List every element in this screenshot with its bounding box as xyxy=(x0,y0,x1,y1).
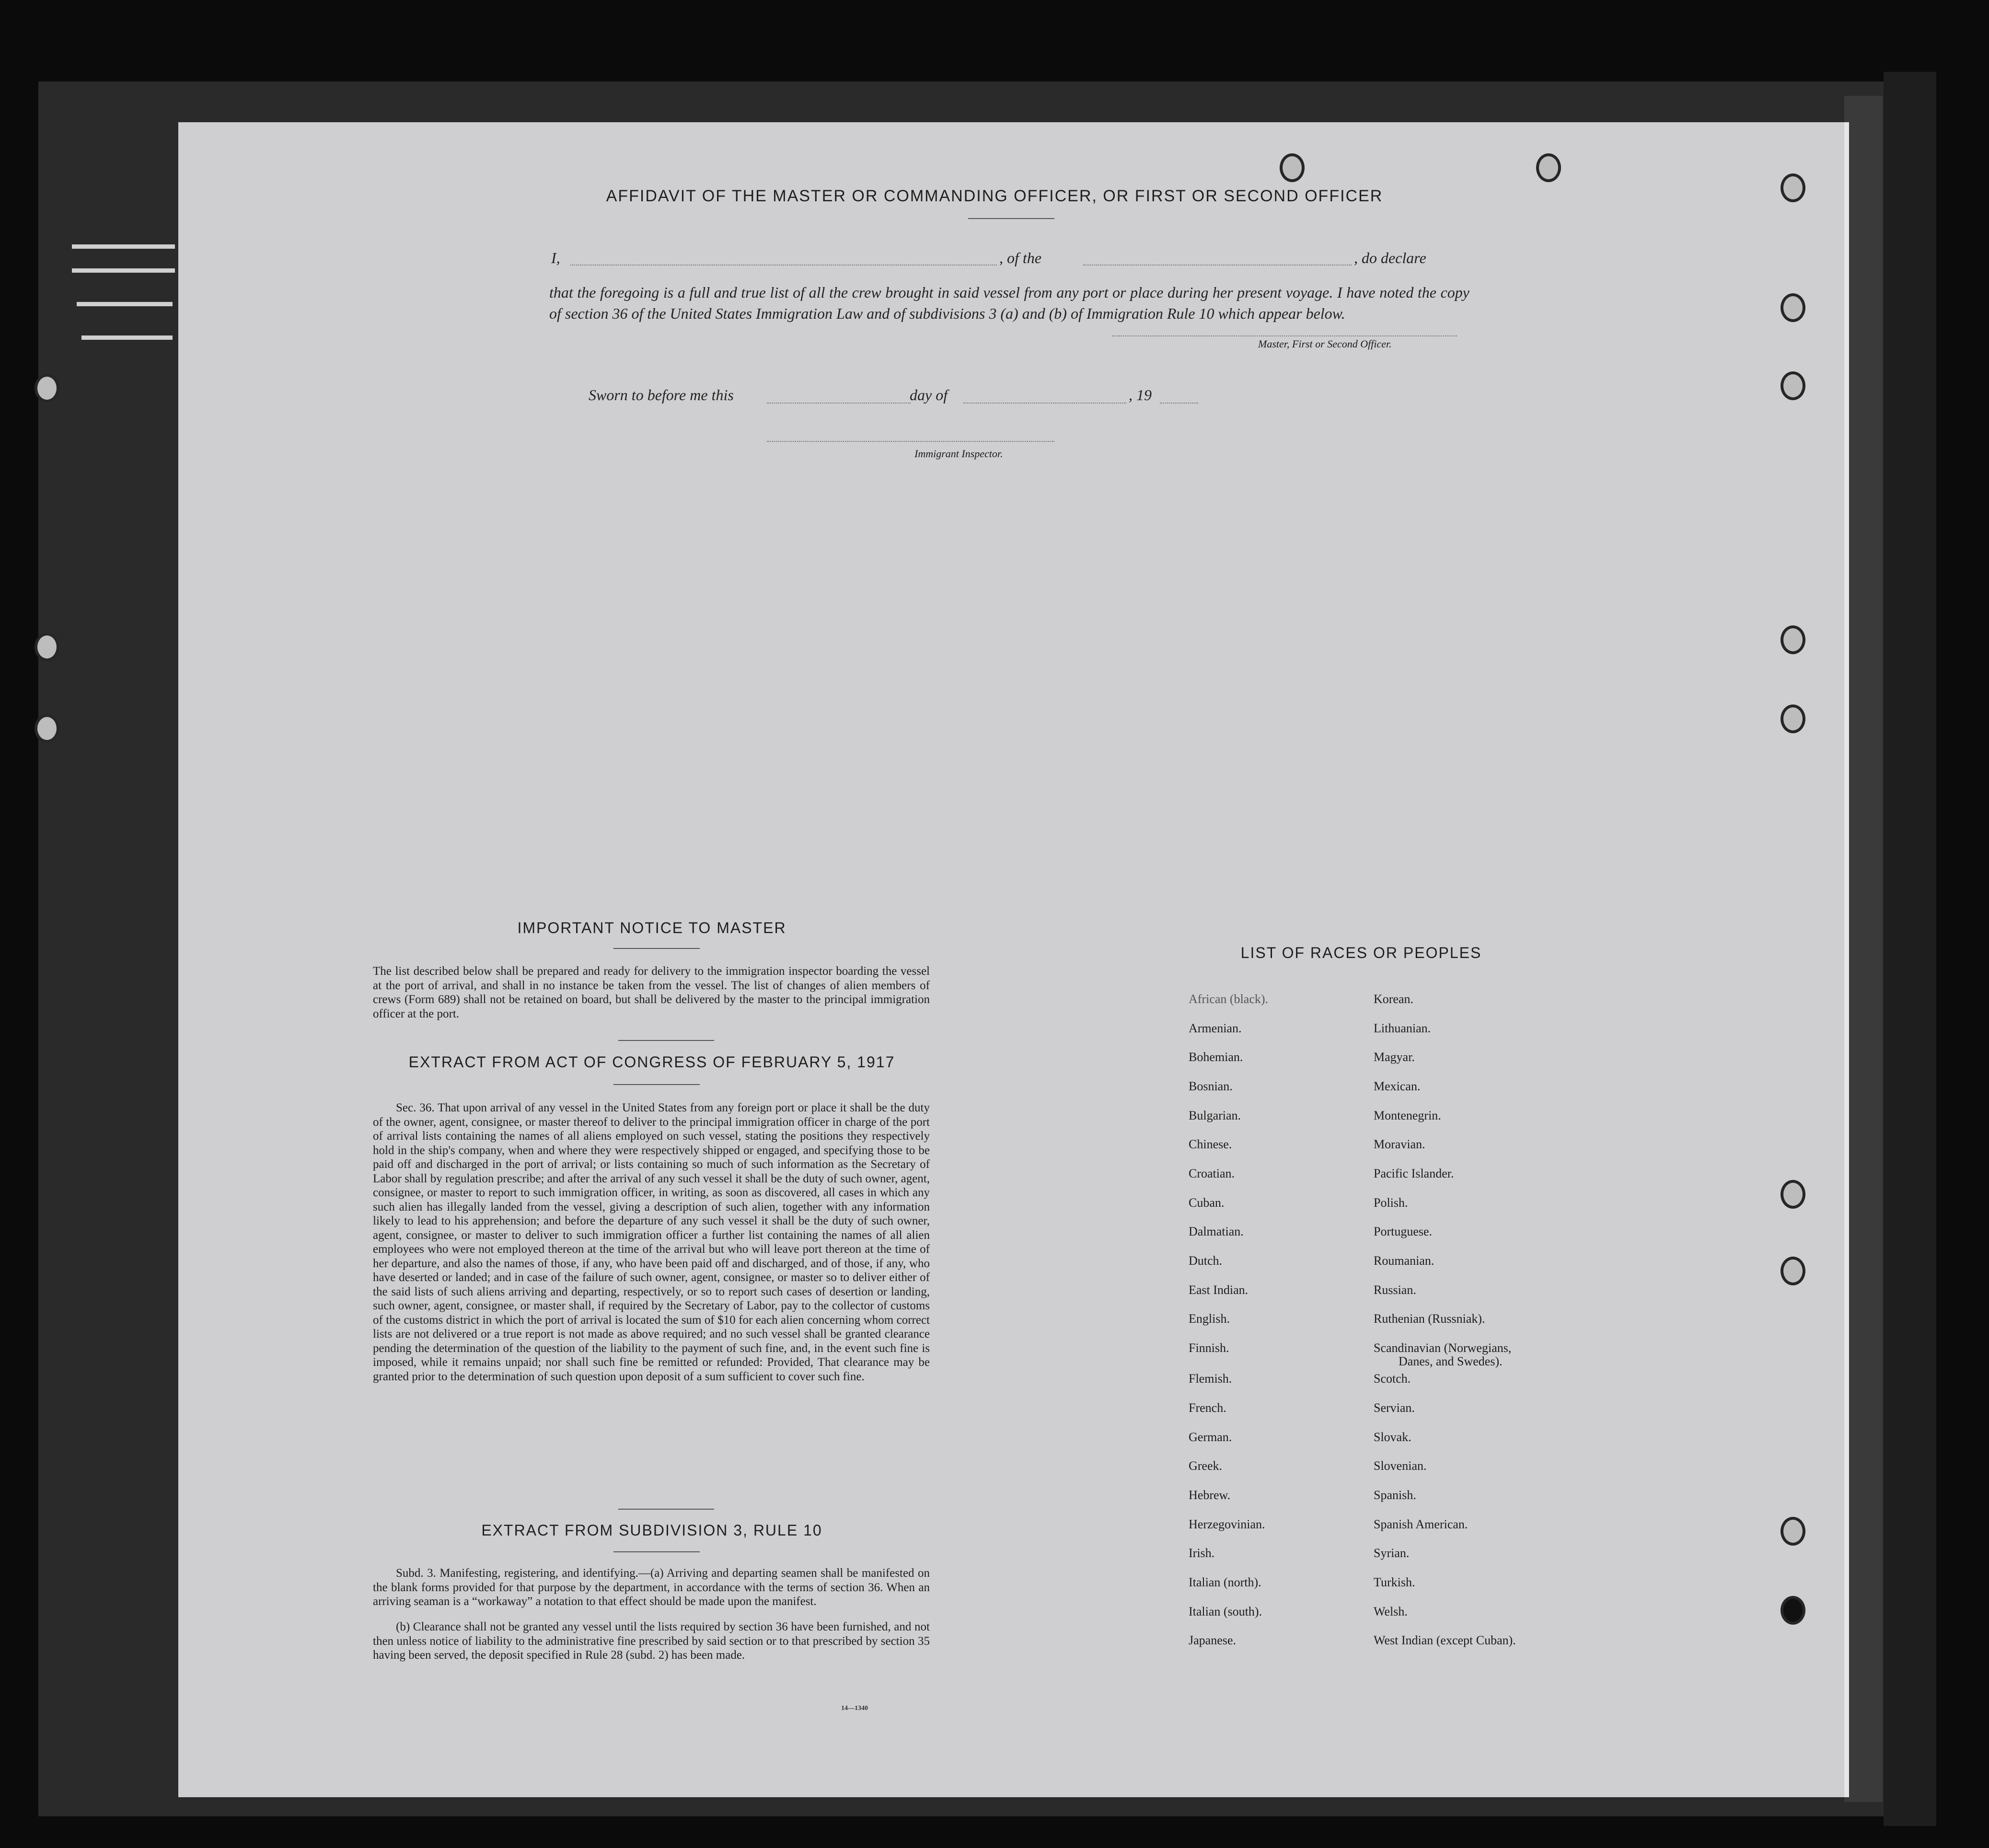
punch-hole xyxy=(1781,1180,1805,1209)
race-item: Chinese. xyxy=(1189,1137,1232,1151)
race-item: Dalmatian. xyxy=(1189,1224,1244,1238)
race-item: Polish. xyxy=(1374,1196,1408,1210)
punch-hole xyxy=(1781,705,1805,733)
sworn-month-field[interactable] xyxy=(963,403,1126,404)
form-number: 14—1340 xyxy=(841,1705,868,1712)
race-item: Moravian. xyxy=(1374,1137,1425,1151)
affidavit-do-declare: , do declare xyxy=(1354,249,1426,266)
binding-hole xyxy=(35,633,59,661)
binding-hole xyxy=(35,714,59,743)
race-item: Slovak. xyxy=(1374,1430,1411,1444)
race-item: Cuban. xyxy=(1189,1196,1225,1210)
race-item: West Indian (except Cuban). xyxy=(1374,1633,1516,1647)
race-item: Croatian. xyxy=(1189,1167,1235,1180)
punch-hole xyxy=(1781,293,1805,322)
race-item: Korean. xyxy=(1374,992,1414,1006)
punch-hole xyxy=(1536,153,1561,182)
sworn-day-field[interactable] xyxy=(767,403,911,404)
race-item: French. xyxy=(1189,1401,1226,1415)
notice-text: The list described below shall be prepared and ready for delivery to the immigration inspector boarding the vessel at the port of arrival, and shall in no instance be taken from the vessel. The list of changes of alien members of crews (Form 689) shall not be retained on board, but shall be delivered by the master to the principal immigration officer at the port. xyxy=(373,965,930,1020)
race-item: Herzegovinian. xyxy=(1189,1517,1265,1531)
inspector-signature-field[interactable] xyxy=(767,441,1054,442)
race-item: East Indian. xyxy=(1189,1283,1249,1297)
punch-hole xyxy=(1781,1257,1805,1285)
race-item: Bulgarian. xyxy=(1189,1109,1241,1122)
punch-hole xyxy=(1781,1517,1805,1546)
race-item: Spanish. xyxy=(1374,1488,1416,1502)
race-item: Bohemian. xyxy=(1189,1050,1243,1064)
punch-hole xyxy=(1280,153,1305,182)
race-item: Dutch. xyxy=(1189,1254,1223,1268)
binding-hole xyxy=(35,374,59,403)
signature-field[interactable] xyxy=(1112,335,1457,336)
title-rule xyxy=(968,218,1054,219)
race-item: Magyar. xyxy=(1374,1050,1415,1064)
binding-scrap xyxy=(72,244,175,249)
affidavit-statement: that the foregoing is a full and true list of all the crew brought in said vessel from any port or place during her present voyage. I have noted the copy of section 36 of the United States Immigration Law and of subdivisions 3 (a) and (b) of Immigration Rule 10 which appear below. xyxy=(549,284,1469,322)
race-item: Servian. xyxy=(1374,1401,1415,1415)
race-item: Lithuanian. xyxy=(1374,1021,1431,1035)
act-rule xyxy=(613,1084,700,1085)
race-item: Irish. xyxy=(1189,1546,1215,1560)
race-item: Japanese. xyxy=(1189,1633,1236,1647)
race-item: German. xyxy=(1189,1430,1232,1444)
race-item: Italian (north). xyxy=(1189,1575,1261,1589)
master-name-field[interactable] xyxy=(570,265,997,266)
divider-rule xyxy=(618,1040,714,1041)
notice-heading: IMPORTANT NOTICE TO MASTER xyxy=(517,919,786,936)
signature-label: Master, First or Second Officer. xyxy=(1258,338,1392,350)
race-item: Armenian. xyxy=(1189,1021,1242,1035)
affidavit-title: AFFIDAVIT OF THE MASTER OR COMMANDING OFFICER, OR FIRST OR SECOND OFFICER xyxy=(606,187,1383,205)
race-item: Scotch. xyxy=(1374,1372,1411,1386)
race-item: Italian (south). xyxy=(1189,1605,1262,1618)
race-item: Danes, and Swedes). xyxy=(1399,1354,1503,1368)
inspector-label: Immigrant Inspector. xyxy=(914,448,1003,460)
race-item: Scandinavian (Norwegians, xyxy=(1374,1341,1512,1355)
race-item: Finnish. xyxy=(1189,1341,1229,1355)
affidavit-i-label: I, xyxy=(551,249,560,266)
act-text: Sec. 36. That upon arrival of any vessel in the United States from any foreign port or place it shall be the duty of the owner, agent, consignee, or master thereof to deliver to the principal immigration officer in charge of the port of arrival lists containing the names of all aliens employed on such vessel, stating the positions they respectively hold in the ship's company, when and where they were respectively shipped or engaged, and specifying those to be paid off and discharged in the port of arrival; or lists containing so much of such information as the Secretary of Labor shall by regulation prescribe; and after the arrival of any such vessel it shall be the duty of such owner, agent, consignee, or master to report to such immigration officer, in writing, as soon as discovered, all cases in which any such alien has illegally landed from the vessel, giving a description of such alien, together with any information likely to lead to his apprehension; and before the departure of any such vessel it shall be the duty of such owner, agent, consignee, or master to deliver to such immigration officer a further list containing the names of all alien employees who were not employed thereon at the time of the arrival but who will leave port thereon at the time of her departure, and also the names of those, if any, who have been paid off and discharged, and of those, if any, who have deserted or landed; and in case of the failure of such owner, agent, consignee, or master so to deliver either of the said lists of such aliens arriving and departing, respectively, or so to report such cases of desertion or landing, such owner, agent, consignee, or master shall, if required by the Secretary of Labor, pay to the collector of customs of the customs district in which the port of arrival is located the sum of $10 for each alien concerning whom correct lists are not delivered or a true report is not made as above required; and no such vessel shall be granted clearance pending the determination of the question of the liability to the payment of such fine, and, in the event such fine is imposed, while it remains unpaid; nor shall such fine be remitted or refunded: Provided, That clearance may be granted prior to the determination of such question upon deposit of a sum sufficient to cover such fine. xyxy=(373,1101,930,1383)
affidavit-of-the: , of the xyxy=(999,249,1041,266)
race-item: Russian. xyxy=(1374,1283,1416,1297)
race-item: Pacific Islander. xyxy=(1374,1167,1454,1180)
race-item: Ruthenian (Russniak). xyxy=(1374,1312,1485,1326)
race-item: Turkish. xyxy=(1374,1575,1415,1589)
race-item: Portuguese. xyxy=(1374,1224,1433,1238)
punch-hole xyxy=(1781,1596,1805,1625)
punch-hole xyxy=(1781,625,1805,654)
notice-rule xyxy=(613,948,700,949)
rule-para-a: Subd. 3. Manifesting, registering, and identifying.—(a) Arriving and departing seamen shall be manifested on the blank forms provided for that purpose by the department, in accordance with the terms of section 36. When an arriving seaman is a “workaway” a notation to that effect should be made upon the manifest. xyxy=(373,1567,930,1608)
race-item: Spanish American. xyxy=(1374,1517,1468,1531)
race-item: Greek. xyxy=(1189,1459,1223,1473)
binding-scrap xyxy=(81,335,173,340)
binding-scrap xyxy=(72,268,175,273)
race-item: African (black). xyxy=(1189,992,1269,1006)
vessel-name-field[interactable] xyxy=(1083,265,1352,266)
day-of-label: day of xyxy=(910,386,948,404)
races-heading: LIST OF RACES OR PEOPLES xyxy=(1240,944,1482,961)
year-label: , 19 xyxy=(1129,386,1152,404)
rule-heading: EXTRACT FROM SUBDIVISION 3, RULE 10 xyxy=(481,1522,822,1539)
race-item: Bosnian. xyxy=(1189,1079,1233,1093)
binding-scrap xyxy=(77,302,173,306)
punch-hole xyxy=(1781,371,1805,400)
sworn-year-field[interactable] xyxy=(1160,403,1198,404)
race-item: English. xyxy=(1189,1312,1230,1326)
race-item: Slovenian. xyxy=(1374,1459,1427,1473)
race-item: Syrian. xyxy=(1374,1546,1410,1560)
rule-heading-rule xyxy=(613,1551,700,1552)
page-stack-edge-right xyxy=(1884,72,1936,1826)
race-item: Montenegrin. xyxy=(1374,1109,1441,1122)
race-item: Mexican. xyxy=(1374,1079,1421,1093)
race-item: Hebrew. xyxy=(1189,1488,1231,1502)
act-heading: EXTRACT FROM ACT OF CONGRESS OF FEBRUARY 5, 1917 xyxy=(408,1053,895,1071)
sworn-label: Sworn to before me this xyxy=(589,386,734,404)
page-stack-edge xyxy=(1844,96,1883,1802)
race-item: Roumanian. xyxy=(1374,1254,1434,1268)
race-item: Flemish. xyxy=(1189,1372,1232,1386)
form-page xyxy=(178,122,1849,1797)
divider-rule-2 xyxy=(618,1509,714,1510)
race-item: Welsh. xyxy=(1374,1605,1408,1618)
rule-para-b: (b) Clearance shall not be granted any vessel until the lists required by section 36 have been furnished, and not then unless notice of liability to the administrative fine prescribed by said section or to that prescribed by section 35 having been served, the deposit specified in Rule 28 (subd. 2) has been made. xyxy=(373,1620,930,1662)
